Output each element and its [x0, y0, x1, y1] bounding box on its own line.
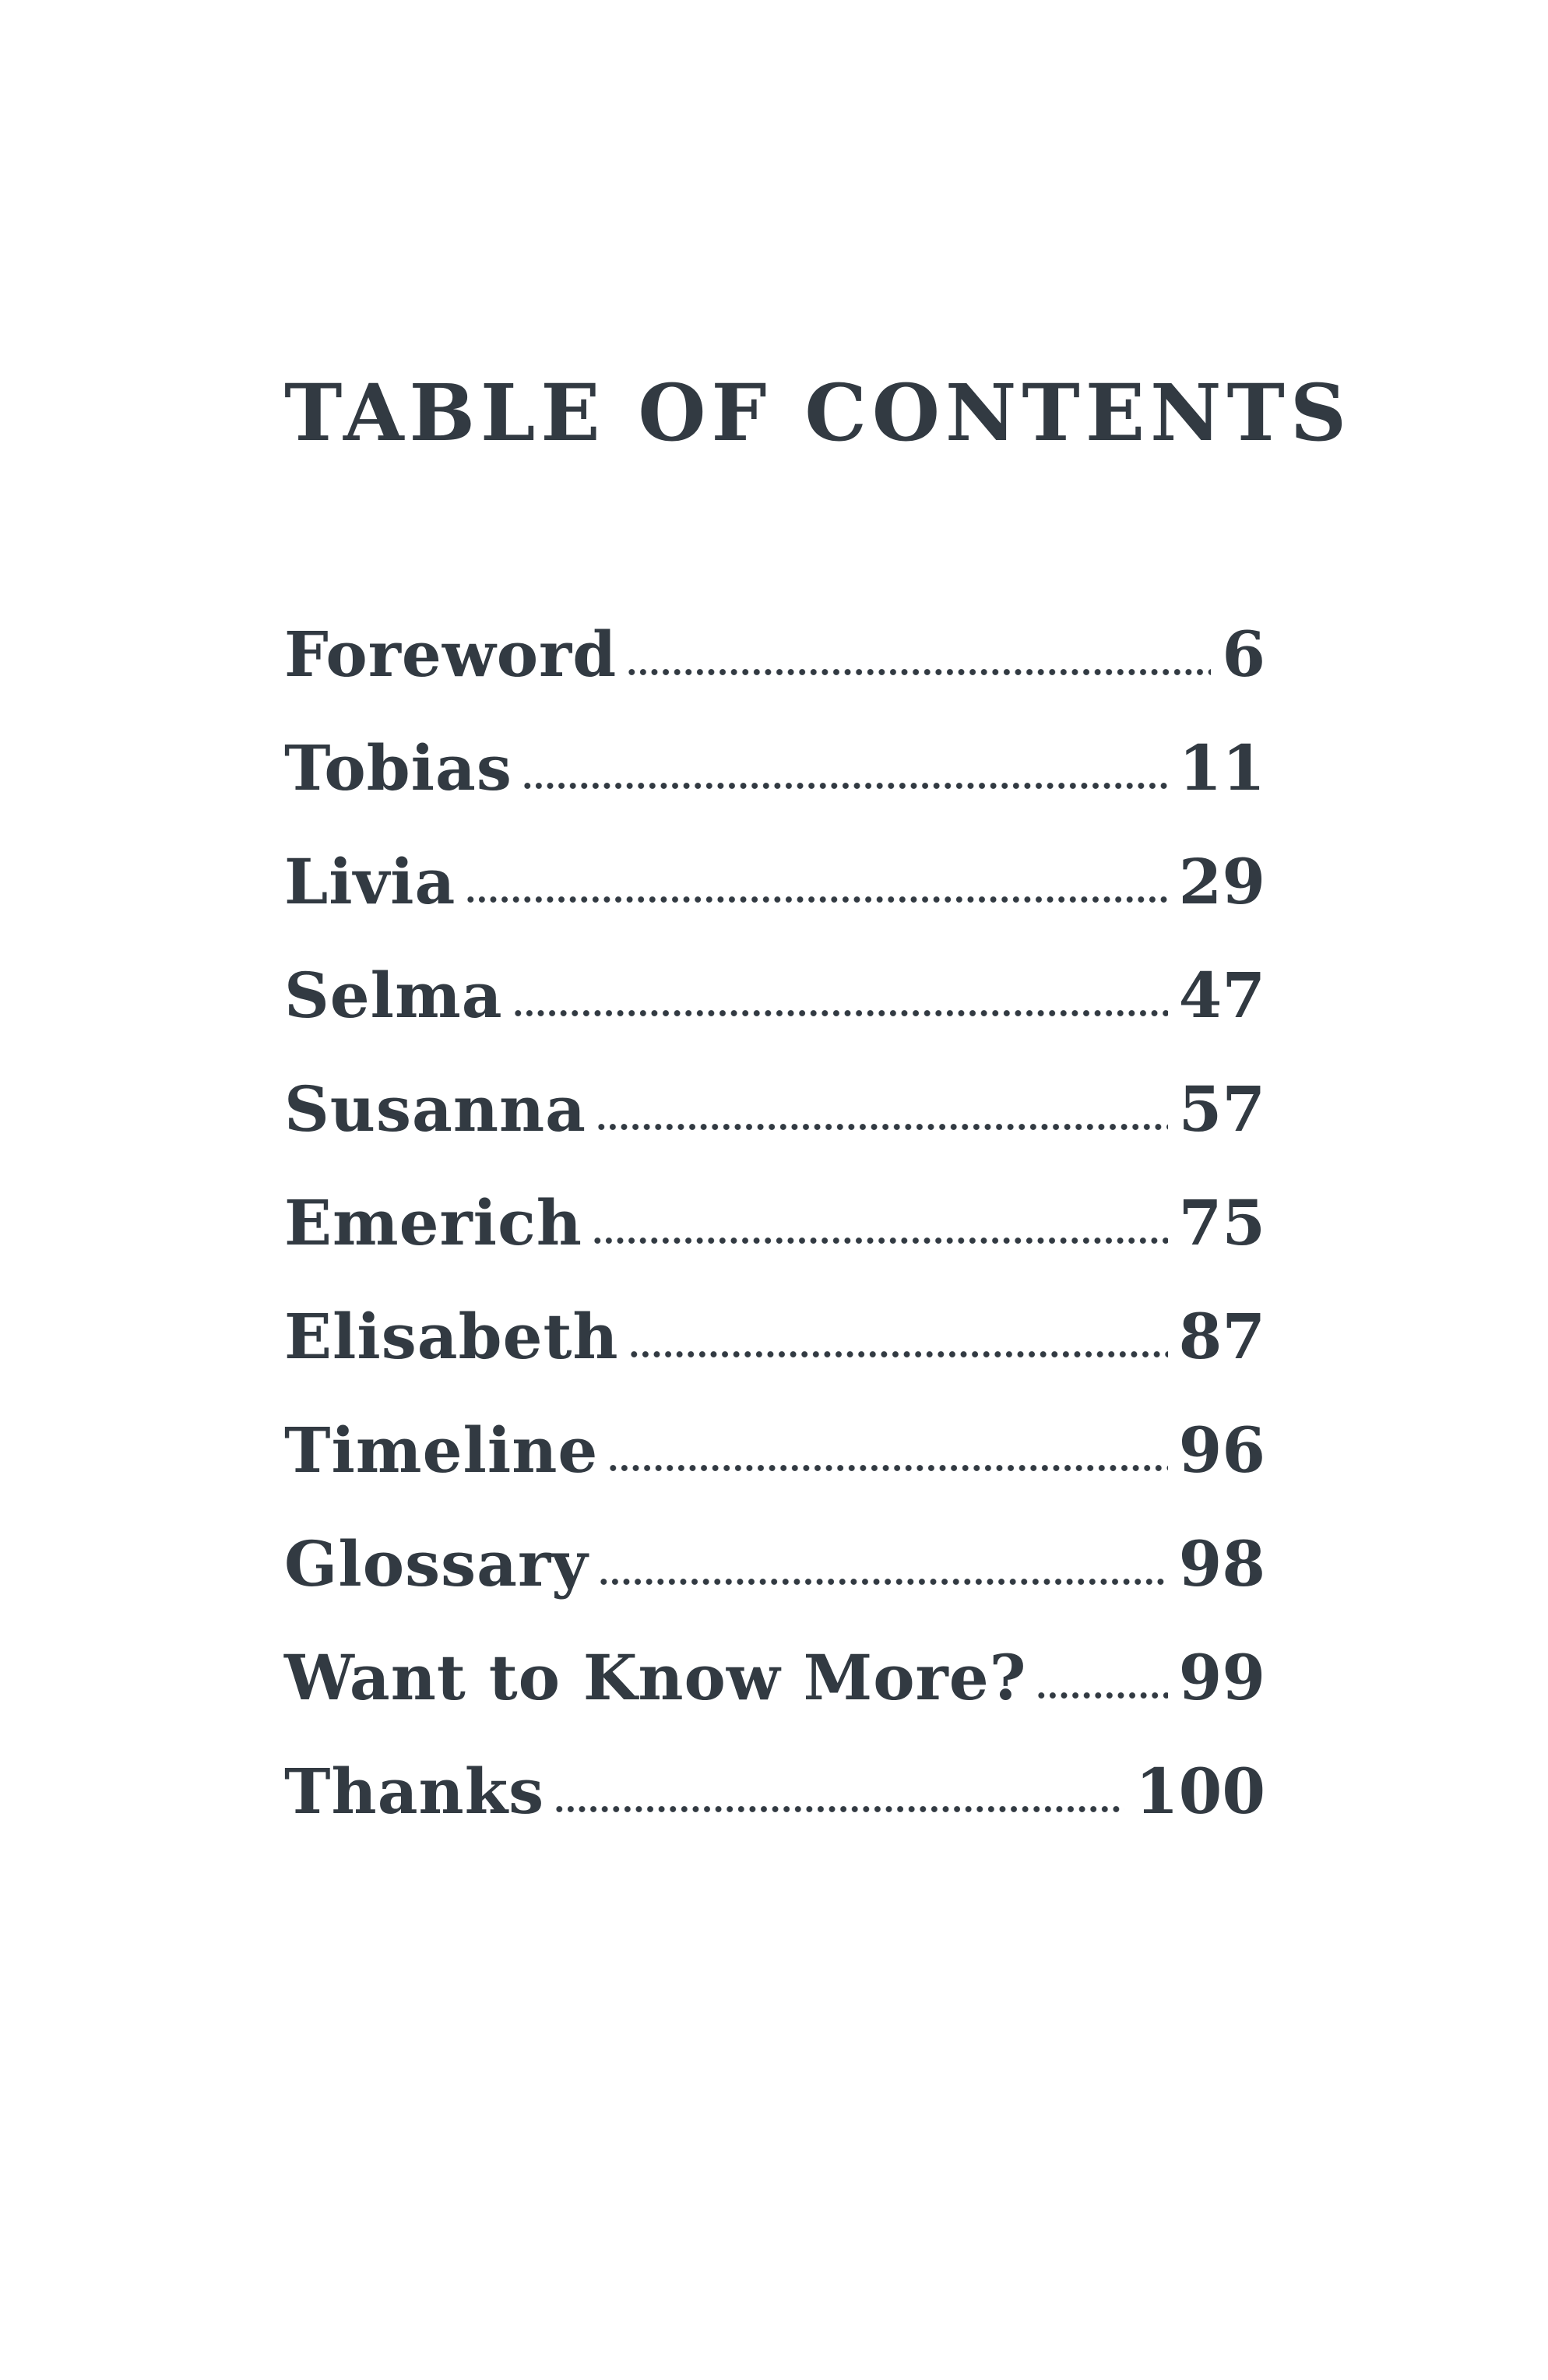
- toc-entry-label: Livia: [284, 845, 456, 918]
- dot-leader: [512, 1009, 1168, 1017]
- dot-leader: [626, 668, 1211, 676]
- toc-entry-label: Tobias: [284, 731, 512, 804]
- toc-entry-label: Susanna: [284, 1072, 586, 1146]
- toc-page-number: 96: [1178, 1414, 1265, 1487]
- toc-entry[interactable]: [284, 729, 1265, 843]
- toc-page-number: 75: [1178, 1186, 1265, 1259]
- toc-page-number: 57: [1178, 1072, 1265, 1146]
- toc-entry-label: Thanks: [284, 1755, 545, 1828]
- dot-leader: [628, 1350, 1168, 1358]
- toc-entry-label: Want to Know More?: [284, 1641, 1027, 1714]
- dot-leader: [465, 896, 1167, 903]
- toc-entry[interactable]: [284, 615, 1265, 729]
- toc-entry-label: Foreword: [284, 618, 617, 691]
- toc-page-number: 100: [1135, 1755, 1265, 1828]
- toc-page-number: 98: [1178, 1527, 1265, 1600]
- toc-entry[interactable]: [284, 956, 1265, 1070]
- toc-list: [284, 615, 1265, 1866]
- dot-leader: [596, 1123, 1168, 1131]
- dot-leader: [607, 1464, 1167, 1472]
- toc-entry-label: Glossary: [284, 1527, 589, 1600]
- toc-page-number: 99: [1178, 1641, 1265, 1714]
- dot-leader: [1036, 1692, 1167, 1699]
- dot-leader: [598, 1578, 1168, 1586]
- toc-page-number: 47: [1178, 959, 1265, 1032]
- toc-entry[interactable]: [284, 1639, 1265, 1752]
- toc-page-number: 11: [1178, 731, 1265, 804]
- toc-entry[interactable]: [284, 1525, 1265, 1639]
- toc-entry-label: Emerich: [284, 1186, 582, 1259]
- dot-leader: [592, 1237, 1168, 1245]
- toc-entry[interactable]: [284, 1070, 1265, 1184]
- toc-entry[interactable]: [284, 1184, 1265, 1297]
- toc-page-number: 6: [1222, 618, 1265, 691]
- toc-entry-label: Selma: [284, 959, 503, 1032]
- page-title: TABLE OF CONTENTS: [284, 367, 1353, 459]
- dot-leader: [554, 1805, 1124, 1813]
- toc-entry[interactable]: [284, 843, 1265, 956]
- toc-entry-label: Timeline: [284, 1414, 599, 1487]
- toc-entry[interactable]: [284, 1752, 1265, 1866]
- toc-page-number: 87: [1178, 1300, 1265, 1373]
- toc-page-number: 29: [1178, 845, 1265, 918]
- toc-entry-label: Elisabeth: [284, 1300, 619, 1373]
- toc-entry[interactable]: [284, 1297, 1265, 1411]
- toc-entry[interactable]: [284, 1411, 1265, 1525]
- dot-leader: [522, 782, 1168, 790]
